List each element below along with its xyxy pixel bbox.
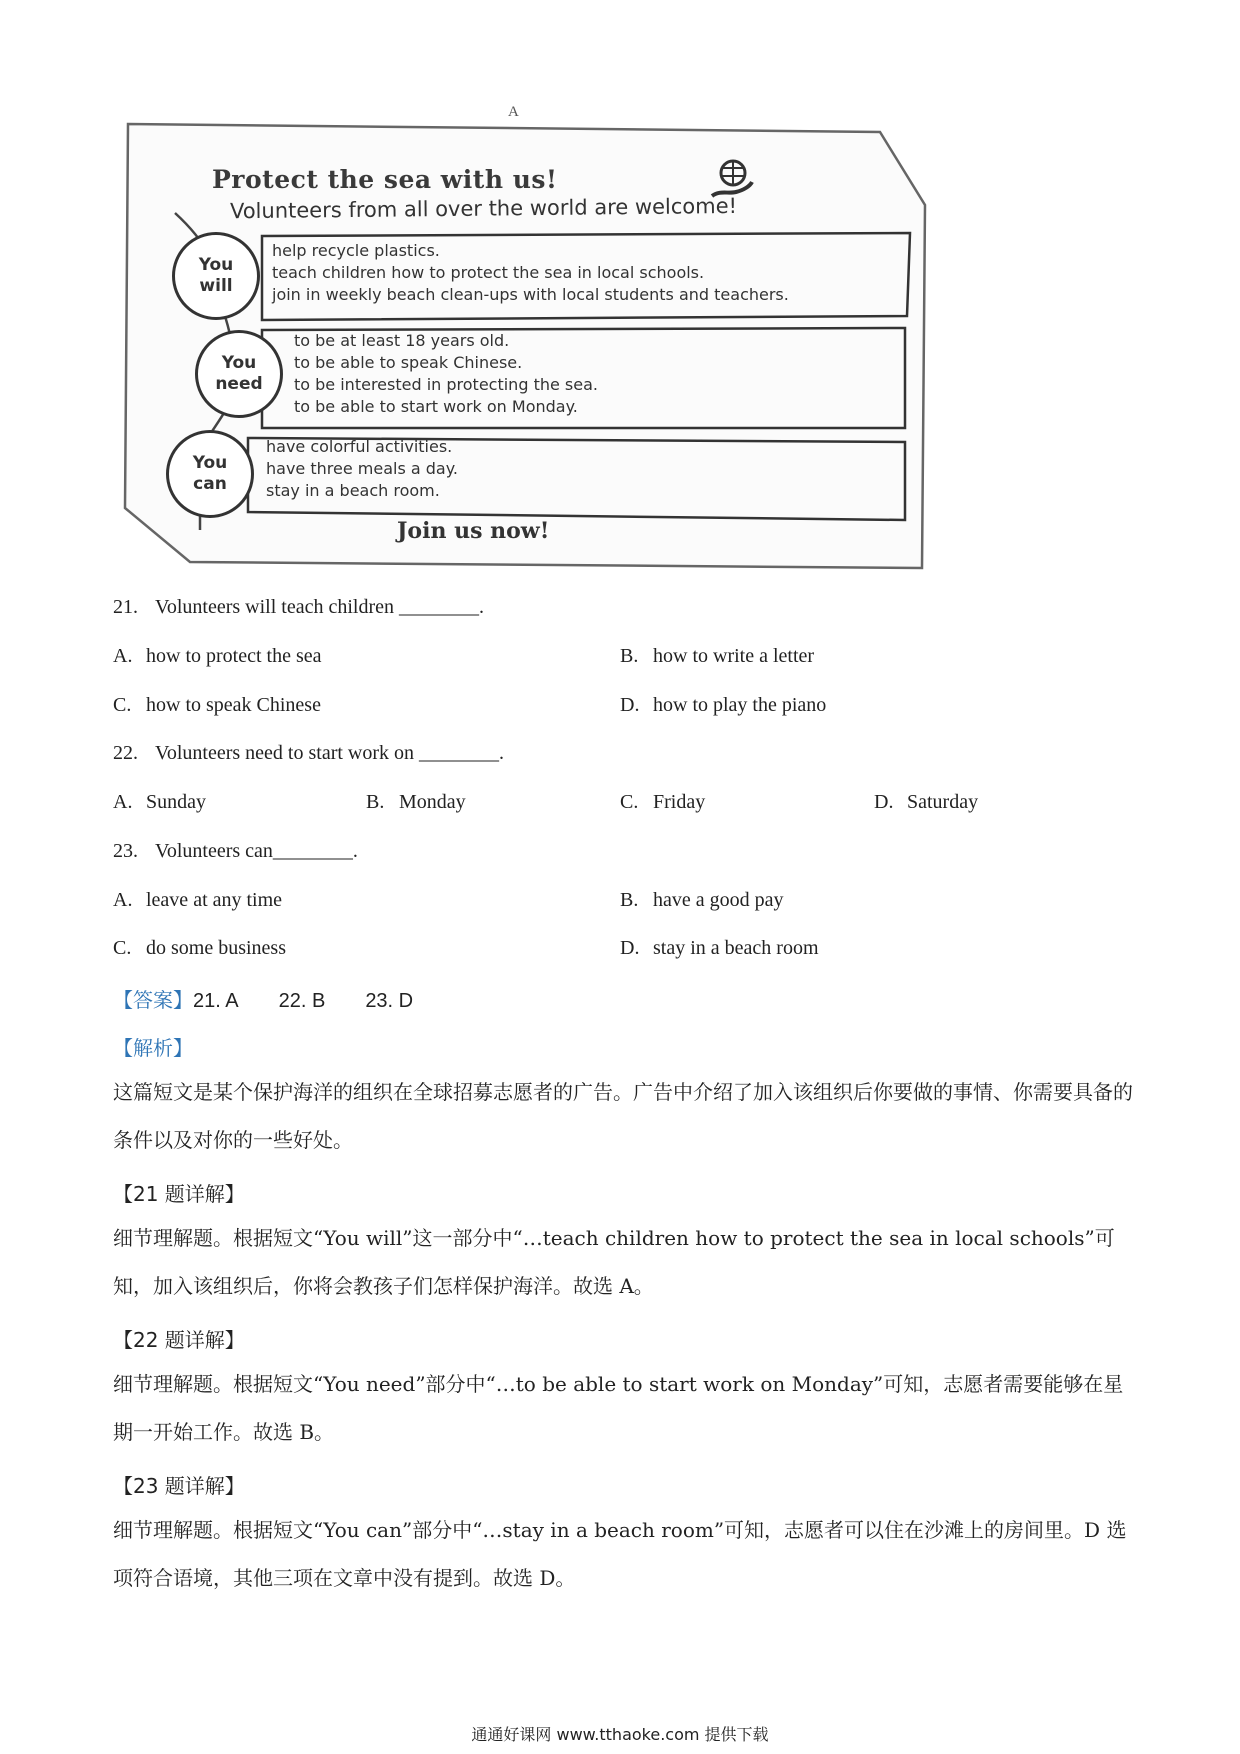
poster-line: help recycle plastics. <box>272 241 440 260</box>
option-letter: B. <box>620 889 639 911</box>
option-text: how to speak Chinese <box>146 694 321 716</box>
option-text: Sunday <box>146 791 206 813</box>
option-22-c <box>620 791 705 814</box>
option-letter: D. <box>620 694 640 716</box>
option-text: Monday <box>399 791 466 813</box>
question-number: 21. <box>113 596 138 618</box>
question-stem: Volunteers need to start work on ________. <box>155 742 505 764</box>
option-text: how to protect the sea <box>146 645 322 667</box>
circle-you-need: You need <box>195 330 283 418</box>
question-22 <box>113 742 504 765</box>
question-stem: Volunteers will teach children ________. <box>155 596 485 618</box>
poster-line: to be able to start work on Monday. <box>294 397 578 416</box>
detail-heading-21: 【21 题详解】 <box>113 1182 245 1206</box>
answer-item: 21. A <box>193 990 239 1012</box>
poster-line: join in weekly beach clean-ups with local students and teachers. <box>272 285 789 304</box>
poster-title: Protect the sea with us! <box>212 165 558 194</box>
option-letter: A. <box>113 645 133 667</box>
answer-item: 22. B <box>278 990 326 1012</box>
poster-subtitle: Volunteers from all over the world are welcome! <box>229 193 738 224</box>
detail-text-22: 细节理解题。根据短文“You need”部分中“…to be able to start work on Monday”可知，志愿者需要能够在星期一开始工作。故选 B。 <box>113 1372 1124 1444</box>
analysis-label: 【解析】 <box>113 1036 193 1060</box>
option-letter: A. <box>113 791 133 813</box>
detail-heading-22: 【22 题详解】 <box>113 1328 245 1352</box>
poster-line: to be able to speak Chinese. <box>294 353 523 372</box>
question-23 <box>113 840 358 863</box>
option-21-b <box>620 645 814 668</box>
option-text: do some business <box>146 937 286 959</box>
answer-line <box>113 984 453 1013</box>
poster-line: stay in a beach room. <box>266 481 440 500</box>
option-letter: A. <box>113 889 133 911</box>
option-letter: B. <box>366 791 385 813</box>
page-footer: 通通好课网 www.tthaoke.com 提供下载 <box>471 1725 769 1744</box>
option-21-d <box>620 694 826 717</box>
option-text: how to play the piano <box>653 694 827 716</box>
option-letter: B. <box>620 645 639 667</box>
answer-item: 23. D <box>365 990 414 1012</box>
option-23-b <box>620 889 784 912</box>
option-text: how to write a letter <box>653 645 815 667</box>
poster-line: teach children how to protect the sea in local schools. <box>272 263 705 282</box>
option-text: stay in a beach room <box>653 937 819 959</box>
option-22-a <box>113 791 206 814</box>
option-text: have a good pay <box>653 889 784 911</box>
question-number: 23. <box>113 840 138 862</box>
option-letter: D. <box>620 937 640 959</box>
option-letter: C. <box>113 694 132 716</box>
question-stem: Volunteers can________. <box>155 840 358 862</box>
option-text: Friday <box>653 791 706 813</box>
option-22-d <box>874 791 978 814</box>
option-22-b <box>366 791 466 814</box>
circle-you-can: You can <box>166 430 254 518</box>
poster-footer: Join us now! <box>397 518 550 544</box>
detail-text-21: 细节理解题。根据短文“You will”这一部分中“…teach children how to protect the sea in local schools”可知，加入该组织后，你将会教孩子们怎样保护海洋。故选 A。 <box>113 1226 1115 1298</box>
option-letter: D. <box>874 791 894 813</box>
detail-text-23: 细节理解题。根据短文“You can”部分中“…stay in a beach room”可知，志愿者可以住在沙滩上的房间里。D 选项符合语境，其他三项在文章中没有提到。故选 D。 <box>113 1518 1127 1590</box>
box-you-will <box>272 240 789 306</box>
section-letter: A <box>508 104 519 120</box>
option-23-d <box>620 937 819 960</box>
detail-heading-23: 【23 题详解】 <box>113 1474 245 1498</box>
poster-line: to be at least 18 years old. <box>294 331 510 350</box>
question-21 <box>113 596 484 619</box>
answer-label: 【答案】 <box>113 988 193 1012</box>
box-you-need <box>294 330 598 418</box>
circle-you-will: You will <box>172 232 260 320</box>
option-text: Saturday <box>907 791 979 813</box>
option-text: leave at any time <box>146 889 283 911</box>
box-you-can <box>266 436 458 502</box>
option-letter: C. <box>620 791 639 813</box>
poster-line: have three meals a day. <box>266 459 458 478</box>
poster-line: have colorful activities. <box>266 437 453 456</box>
option-letter: C. <box>113 937 132 959</box>
poster-line: to be interested in protecting the sea. <box>294 375 598 394</box>
option-23-c <box>113 937 286 960</box>
option-21-a <box>113 645 322 668</box>
option-23-a <box>113 889 282 912</box>
question-number: 22. <box>113 742 138 764</box>
option-21-c <box>113 694 321 717</box>
analysis-intro: 这篇短文是某个保护海洋的组织在全球招募志愿者的广告。广告中介绍了加入该组织后你要做的事情、你需要具备的条件以及对你的一些好处。 <box>113 1080 1133 1152</box>
